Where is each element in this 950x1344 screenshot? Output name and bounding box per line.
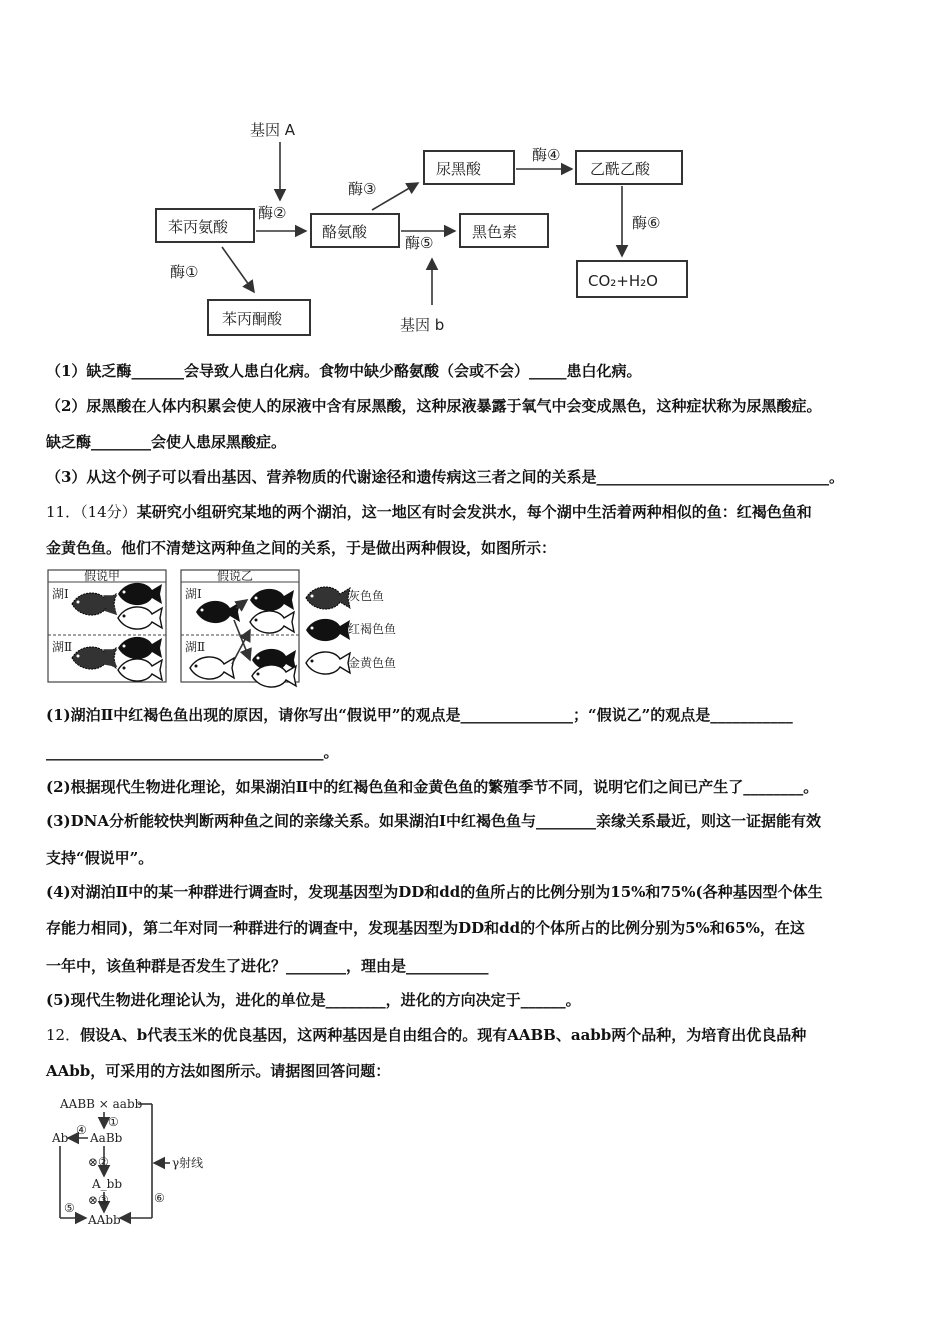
q11-part-1b: _____________________________________。 [46,743,339,761]
enzyme-1-label: 酶① [170,263,199,281]
q11-part-4b: 存能力相同)，第二年对同一种群进行的调查中，发现基因型为DD和dd的个体所占的比例分别为5%和65%，在这 [46,919,805,937]
q11-part-5: (5)现代生物进化理论认为，进化的单位是________，进化的方向决定于______。 [46,991,581,1009]
gamma-ray-label: γ射线 [172,1156,204,1170]
q11-line-2: 金黄色鱼。他们不清楚这两种鱼之间的关系，于是做出两种假设，如图所示： [46,539,557,557]
maleylacetoacetate-label: 乙酰乙酸 [590,160,651,178]
q10-line-2: （2）尿黑酸在人体内积累会使人的尿液中含有尿黑酸，这种尿液暴露于氧气中会变成黑色，这种症状称为尿黑酸症。 [46,397,822,415]
legend-gray: 灰色鱼 [348,589,385,603]
q11-part-4c: 一年中，该鱼种群是否发生了进化？________，理由是___________ [46,957,489,975]
q11-part-3b: 支持“假说甲”。 [46,849,154,867]
step-2: ⊗② [88,1155,109,1169]
co2-h2o-label: CO₂+H₂O [588,272,658,290]
step-1: ① [108,1115,119,1129]
gene-a-label: 基因 A [250,121,296,139]
enzyme-3-label: 酶③ [348,180,377,198]
enzyme-5-label: 酶⑤ [405,234,434,252]
a-bb-genotype: A_bb [92,1177,123,1191]
parents-cross: AABB × aabb [60,1097,143,1111]
q11-part-2: (2)根据现代生物进化理论，如果湖泊Ⅱ中的红褐色鱼和金黄色鱼的繁殖季节不同，说明它们之间已产生了________。 [46,778,819,796]
q11-text-1: 某研究小组研究某地的两个湖泊，这一地区有时会发洪水，每个湖中生活着两种相似的鱼：红褐色鱼和 [136,503,812,521]
step-5: ⑤ [64,1201,75,1215]
q10-line-1: （1）缺乏酶_______会导致人患白化病。食物中缺少酪氨酸（会或不会）_____患白化病。 [46,362,642,380]
q12-number: 12． [46,1026,81,1044]
target-genotype: AAbb [88,1213,121,1227]
hyp-a-lake-1: 湖Ⅰ [52,587,69,601]
f1-genotype: AaBb [90,1131,123,1145]
gene-b-label: 基因 b [400,316,445,334]
hyp-b-lake-2: 湖Ⅱ [185,640,206,654]
q10-line-3: 缺乏酶________会使人患尿黑酸症。 [46,433,287,451]
hypothesis-b-title: 假说乙 [217,569,254,583]
enzyme-6-label: 酶⑥ [632,214,661,232]
q12-text-1: 假设A、b代表玉米的优良基因，这两种基因是自由组合的。现有AABB、aabb两个品种，为培育出优良品种 [80,1026,807,1044]
tyrosine-label: 酪氨酸 [322,223,368,241]
q11-number: 11．（14分） [46,503,137,521]
q10-line-4: （3）从这个例子可以看出基因、营养物质的代谢途径和遗传病这三者之间的关系是_______________________________。 [46,468,844,486]
step-6: ⑥ [154,1191,165,1205]
ab-haploid: Ab [52,1131,69,1145]
step-4: ④ [76,1123,87,1137]
q11-part-3a: (3)DNA分析能较快判断两种鱼之间的亲缘关系。如果湖泊Ⅰ中红褐色鱼与________亲缘关系最近，则这一证据能有效 [46,812,822,830]
q12-line-2: AAbb，可采用的方法如图所示。请据图回答问题： [46,1062,391,1080]
enzyme-2-label: 酶② [258,204,287,222]
legend-red-brown: 红褐色鱼 [348,622,397,636]
hyp-a-lake-2: 湖Ⅱ [52,640,73,654]
hyp-b-lake-1: 湖Ⅰ [185,587,202,601]
legend-golden: 金黄色鱼 [348,656,397,670]
melanin-label: 黑色素 [472,223,518,241]
enzyme-4-label: 酶④ [532,146,561,164]
q11-part-4a: (4)对湖泊Ⅱ中的某一种群进行调查时，发现基因型为DD和dd的鱼所占的比例分别为15%和75%(各种基因型个体生 [46,883,823,901]
step-3: ⊗③ [88,1193,109,1207]
hypothesis-a-title: 假说甲 [84,569,121,583]
phenylalanine-label: 苯丙氨酸 [168,218,229,236]
q11-part-1a: (1)湖泊Ⅱ中红褐色鱼出现的原因，请你写出“假说甲”的观点是_______________；“假说乙”的观点是___________ [46,706,793,724]
homogentisic-acid-label: 尿黑酸 [436,160,482,178]
phenylpyruvic-acid-label: 苯丙酮酸 [222,310,283,328]
